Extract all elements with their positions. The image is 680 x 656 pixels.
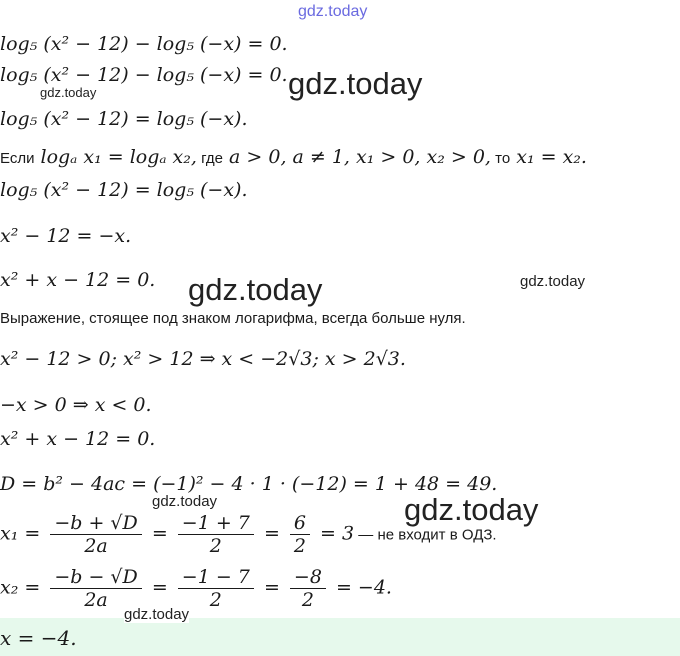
x2-eq-2: = (263, 576, 280, 599)
equation-line-7: x² + x − 12 = 0. (0, 269, 156, 291)
watermark-large-3: gdz.today (404, 492, 539, 527)
x1-simplified-num: 6 (290, 512, 310, 535)
x1-simplified-fraction (290, 512, 310, 557)
answer-highlight (0, 618, 680, 656)
x2-simplified-fraction (290, 566, 326, 611)
x2-formula-num: −b − √D (50, 566, 141, 589)
equation-line-5: log₅ (x² − 12) = log₅ (−x). (0, 179, 248, 201)
x2-simplified-num: −8 (290, 566, 326, 589)
watermark-large-1: gdz.today (288, 66, 423, 101)
x2-formula-fraction (50, 566, 141, 611)
x2-subst-fraction (178, 566, 254, 611)
equation-line-6: x² − 12 = −x. (0, 225, 132, 247)
equation-line-1: log₅ (x² − 12) − log₅ (−x) = 0. (0, 33, 288, 55)
watermark-top: gdz.today (298, 3, 368, 20)
x1-subst-fraction (178, 512, 254, 557)
x2-formula-den: 2a (84, 589, 108, 611)
rule-math-1: logₐ x₁ = logₐ x₂, (34, 146, 197, 168)
x2-eq-1: = (151, 576, 168, 599)
rule-math-2: a > 0, a ≠ 1, x₁ > 0, x₂ > 0, (222, 146, 491, 168)
equation-line-3: log₅ (x² − 12) = log₅ (−x). (0, 108, 248, 130)
x1-formula-num: −b + √D (50, 512, 141, 535)
x1-subst-den: 2 (209, 535, 222, 557)
watermark-large-2: gdz.today (188, 272, 323, 307)
x2-result: = −4. (335, 576, 392, 599)
rule-line (0, 145, 587, 171)
x1-eq-1: = (151, 522, 168, 545)
x1-lhs: x₁ = (0, 522, 41, 545)
watermark-small-1: gdz.today (40, 85, 97, 100)
equation-line-2: log₅ (x² − 12) − log₅ (−x) = 0. (0, 64, 288, 86)
equation-line-11: x² + x − 12 = 0. (0, 428, 156, 450)
root-x1-line (0, 512, 497, 557)
rule-then: то (490, 150, 511, 167)
watermark-small-2: gdz.today (520, 273, 586, 290)
watermark-small-4: gdz.today (124, 606, 190, 623)
x1-formula-den: 2a (84, 535, 108, 557)
x1-subst-num: −1 + 7 (178, 512, 254, 535)
x2-simplified-den: 2 (301, 589, 314, 611)
x1-formula-fraction (50, 512, 141, 557)
rule-prefix: Если (0, 150, 35, 167)
x2-lhs: x₂ = (0, 576, 41, 599)
root-x2-line (0, 566, 392, 611)
x1-simplified-den: 2 (293, 535, 306, 557)
x1-note: — не входит в ОДЗ. (354, 526, 497, 544)
discriminant-line: D = b² − 4ac = (−1)² − 4 · 1 · (−12) = 1 + 48 = 49. (0, 473, 498, 495)
text-line-domain: Выражение, стоящее под знаком логарифма, всегда больше нуля. (0, 310, 466, 327)
watermark-small-3: gdz.today (152, 493, 218, 510)
x1-eq-2: = (263, 522, 280, 545)
rule-where: где (196, 150, 223, 167)
final-answer: x = −4. (0, 626, 77, 650)
inequality-line-2: −x > 0 ⇒ x < 0. (0, 394, 152, 416)
x1-result: = 3 (320, 522, 355, 545)
x2-subst-num: −1 − 7 (178, 566, 254, 589)
inequality-line-1: x² − 12 > 0; x² > 12 ⇒ x < −2√3; x > 2√3. (0, 348, 406, 370)
rule-math-3: x₁ = x₂. (510, 146, 587, 168)
x2-subst-den: 2 (209, 589, 222, 611)
